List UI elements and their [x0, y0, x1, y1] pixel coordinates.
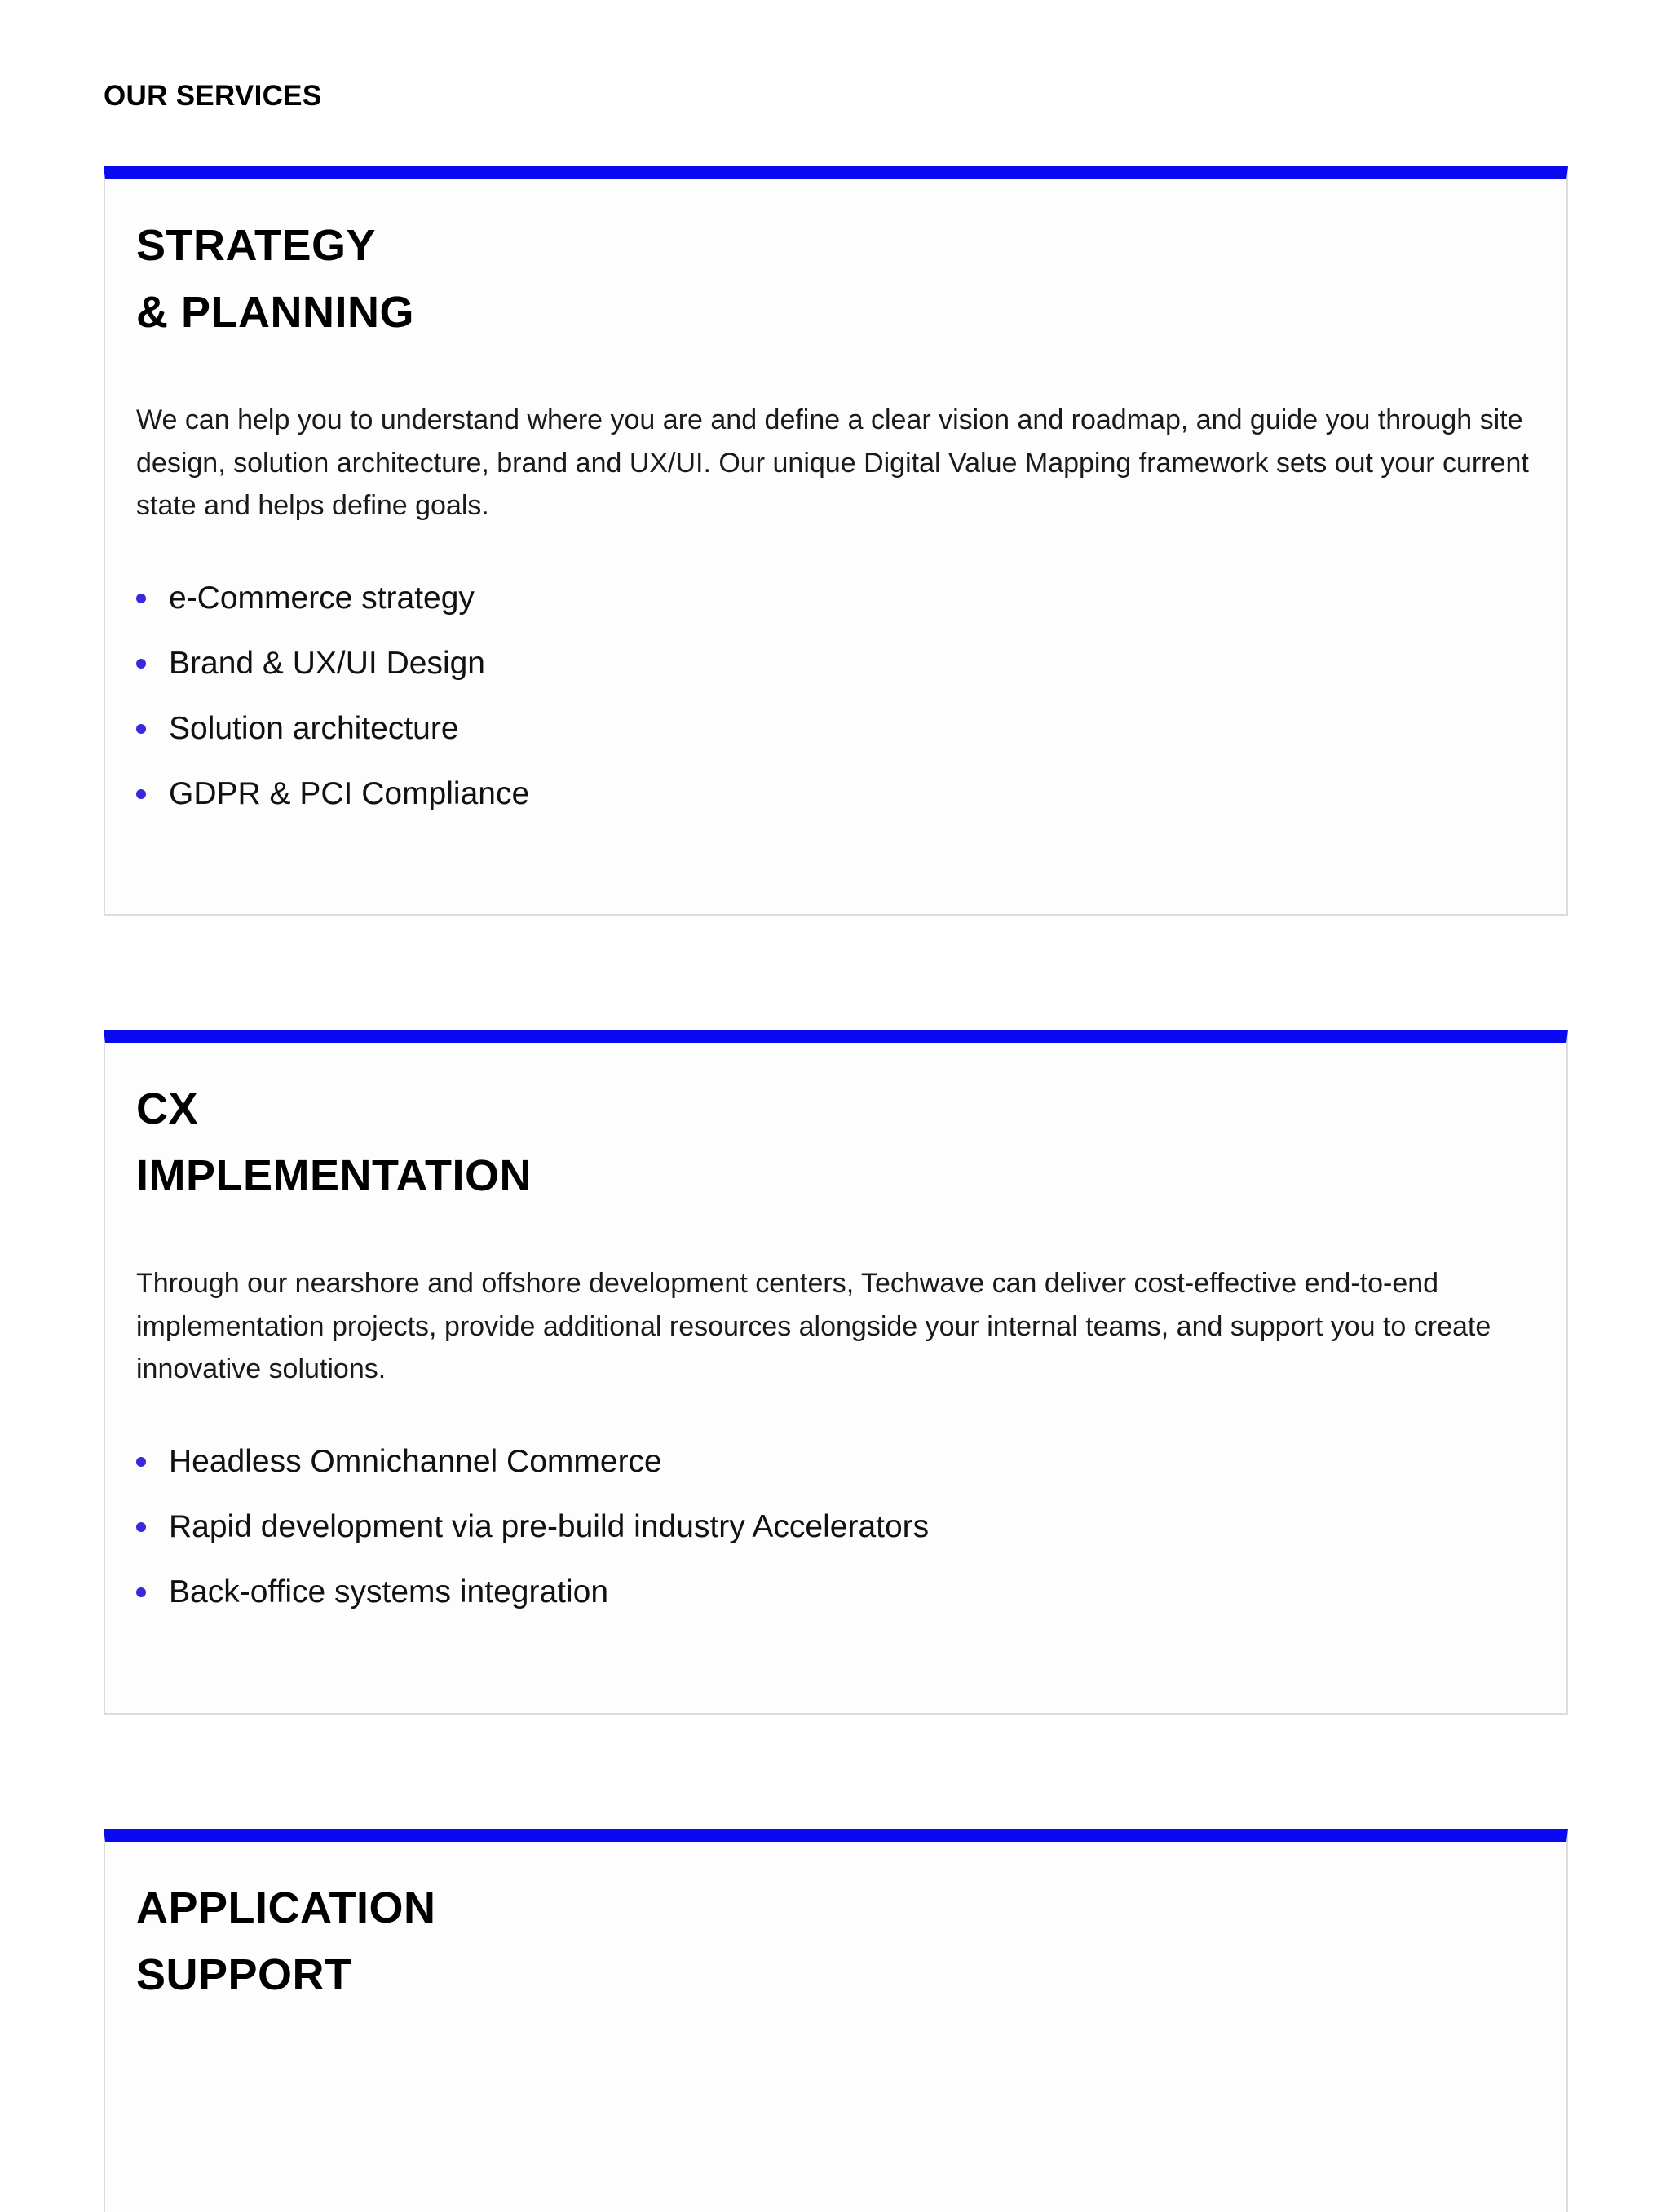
card-title-line: STRATEGY — [136, 221, 377, 270]
bullet-icon — [136, 789, 146, 799]
list-item — [136, 566, 529, 631]
card-description: We can help you to understand where you are and define a clear vision and roadmap, and guide you through site design, solution architecture, brand and UX/UI. Our unique Digital Value Mapping framework sets out your current state and helps define goals. — [136, 404, 1529, 521]
bullet-icon — [136, 594, 146, 603]
bullet-icon — [136, 1587, 146, 1597]
service-card-cx-implementation — [104, 1030, 1568, 1715]
bullet-icon — [136, 1522, 146, 1532]
card-title — [136, 1874, 436, 2008]
service-list — [136, 566, 529, 827]
card-title — [136, 1075, 532, 1209]
list-item-label: Back-office systems integration — [169, 1574, 609, 1609]
section-heading: OUR SERVICES — [104, 80, 322, 112]
list-item — [136, 1560, 929, 1625]
service-card-application-support — [104, 1829, 1568, 2212]
card-title-line: SUPPORT — [136, 1950, 352, 1999]
list-item-label: Solution architecture — [169, 711, 459, 746]
list-item-label: Brand & UX/UI Design — [169, 646, 486, 681]
list-item-label: e-Commerce strategy — [169, 581, 475, 616]
list-item — [136, 762, 529, 827]
service-card-strategy-planning — [104, 166, 1568, 916]
card-description: Through our nearshore and offshore development centers, Techwave can deliver cost-effective end-to-end implementation projects, provide additional resources alongside your internal teams, and support you to create innovative solutions. — [136, 1268, 1491, 1384]
card-title — [136, 212, 414, 346]
card-title-line: IMPLEMENTATION — [136, 1151, 532, 1200]
service-list — [136, 1429, 929, 1625]
bullet-icon — [136, 659, 146, 669]
bullet-icon — [136, 1457, 146, 1467]
bullet-icon — [136, 724, 146, 734]
card-title-line: APPLICATION — [136, 1883, 436, 1932]
list-item — [136, 631, 529, 696]
list-item-label: GDPR & PCI Compliance — [169, 776, 530, 811]
list-item-label: Headless Omnichannel Commerce — [169, 1444, 662, 1479]
list-item — [136, 1495, 929, 1560]
card-title-line: CX — [136, 1084, 199, 1133]
list-item-label: Rapid development via pre-build industry Accelerators — [169, 1509, 930, 1544]
list-item — [136, 696, 529, 762]
list-item — [136, 1429, 929, 1495]
card-title-line: & PLANNING — [136, 288, 414, 337]
